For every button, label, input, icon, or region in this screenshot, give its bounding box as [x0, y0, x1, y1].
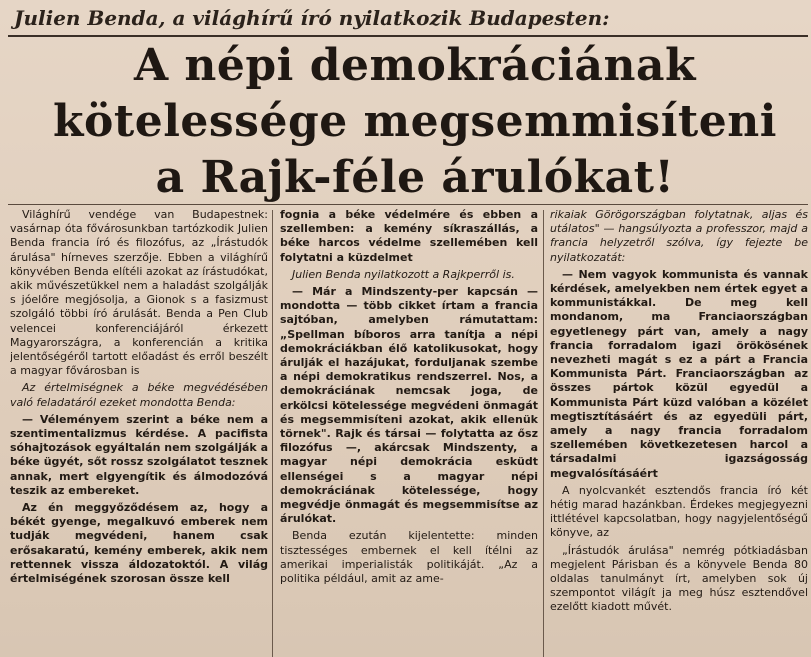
- article-column-3: [550, 208, 808, 657]
- article-column-1: [10, 208, 268, 657]
- headline-rule: [8, 204, 808, 205]
- column-divider: [272, 210, 273, 657]
- column-divider: [543, 210, 544, 657]
- top-rule: [8, 35, 808, 37]
- paragraph: Az én meggyőződésem az, hogy a békét gyenge, megalkuvó emberek nem tudják megvédeni, hanem csak erősakaratú, kemény emberek, akik nem rettennek vissza áldozatoktól. A világ értelmiségének szorosan össze kell: [10, 501, 268, 586]
- article-column-2: [280, 208, 538, 657]
- paragraph: — Már a Mindszenty-per kapcsán — mondotta — több cikket írtam a francia sajtóban, amelyben rámutattam: „Spellman bíboros arra tanítja a népi demokráciákban élő katolikusokat, hogy árulják el hazájukat, forduljanak szembe a népi demokratikus rendszerrel. Nos, a demokráciának nemcsak joga, de erkölcsi kötelessége megvédeni önmagát és megsemmisíteni azokat, akik ellenük törnek". Rajk és társai — folytatta az ősz filozófus —, akárcsak Mindszenty, a magyar népi demokrácia esküdt ellenségei s a magyar népi demokráciának kötelessége, hogy megvédje önmagát és megsemmisítse az árulókat.: [280, 285, 538, 526]
- paragraph: Világhírű vendége van Budapestnek: vasárnap óta fővárosunkban tartózkodik Julien Benda francia író és filozófus, az „Írástudók árulása" hírneves szerzője. Ebben a világhírű könyvében Benda elítéli azokat az írástudókat, akik művészetükkel nem a haladást szolgálják s jóelőre megjósolja, a Gionok s a fasizmust szolgáló többi író árulását. Benda a Pen Club velencei konferenciájáról érkezett Magyarországra, a konferencián a kritika jelentőségéről tartott előadást és erről beszélt a magyar fővárosban is: [10, 208, 268, 378]
- paragraph: rikaiak Görögországban folytatnak, aljas és utálatos" — hangsúlyozta a professzor, majd a francia helyzetről szólva, így fejezte be nyilatkozatát:: [550, 208, 808, 264]
- headline-line-2: kötelessége megsemmisíteni: [53, 96, 777, 147]
- paragraph: fognia a béke védelmére és ebben a szellemben: a kemény síkraszállás, a béke harcos védelme szellemében kell folytatni a küzdelmet: [280, 208, 538, 264]
- paragraph: Az értelmiségnek a béke megvédésében való feladatáról ezeket mondotta Benda:: [10, 381, 268, 409]
- paragraph: A nyolcvankét esztendős francia író két hétig marad hazánkban. Érdekes megjegyezni ittlétével kapcsolatban, hogy nagyjelentőségű könyve, az: [550, 483, 808, 540]
- paragraph: Julien Benda nyilatkozott a Rajkperről is.: [292, 267, 515, 281]
- headline-line-1: A népi demokráciának: [133, 40, 697, 91]
- kicker-line: Julien Benda, a világhírű író nyilatkozik Budapesten:: [14, 6, 610, 30]
- headline-line-3: a Rajk-féle árulókat!: [155, 152, 675, 203]
- paragraph: „Írástudók árulása" nemrég pótkiadásban megjelent Párisban és a könyvele Benda 80 oldalas tanulmányt írt, amelyben sok új szempontot világít ja meg húsz esztendővel ezelőtt kiadott művét.: [550, 543, 808, 614]
- headline: [30, 38, 800, 206]
- paragraph: — Nem vagyok kommunista és vannak kérdések, amelyekben nem értek egyet a kommunistákkal. De meg kell mondanom, ma Franciaországban egyetlenegy párt van, amely a nagy francia forradalom igazi örökösének nevezheti magát s ez a párt a Francia Kommunista Párt. Franciaországban az összes pártok közül egyedül a Kommunista Párt küzd valóban a közélet megtisztításáért és az egyedüli párt, amely a nagy francia forradalom szellemében következetesen harcol a társadalmi igazságosság megvalósításáért: [550, 267, 808, 480]
- paragraph: — Véleményem szerint a béke nem a szentimentalizmus kérdése. A pacifista sóhajtozások egyáltalán nem szolgálják a béke ügyét, sőt rossz szolgálatot tesznek annak, mert elgyengítik és álmodozóvá teszik az embereket.: [10, 412, 268, 497]
- paragraph: Benda ezután kijelentette: minden tisztességes embernek el kell ítélni az amerikai imperialisták politikáját. „Az a politika például, amit az ame-: [280, 529, 538, 586]
